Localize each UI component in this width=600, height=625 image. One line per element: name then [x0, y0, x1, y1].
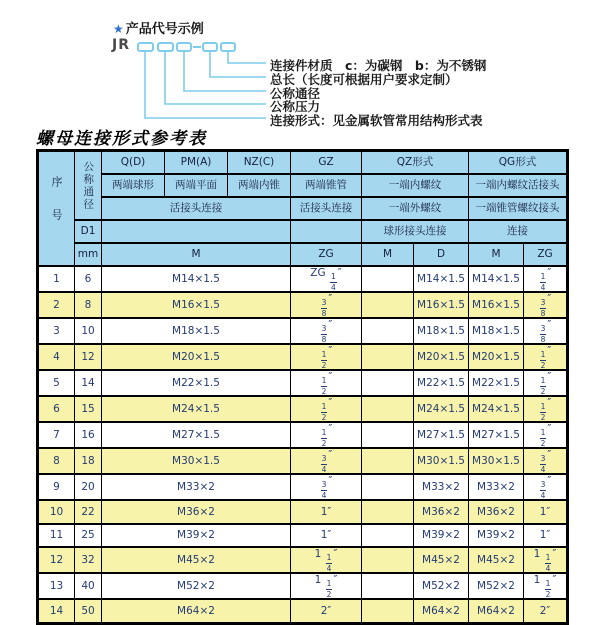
cell-m: M64×2	[102, 599, 291, 623]
col-header-qd: Q(D)	[102, 151, 165, 175]
cell-seq: 2	[38, 292, 75, 318]
cell-qz-m	[362, 500, 414, 524]
cell-m: M33×2	[102, 474, 291, 500]
col-header-qg: QG形式	[469, 151, 568, 175]
table-row	[38, 396, 568, 422]
cell-qz-m	[362, 524, 414, 548]
cell-gz: 1″	[291, 524, 362, 548]
cell-seq: 9	[38, 474, 75, 500]
cell-qz-m	[362, 266, 414, 292]
cell-mm: 14	[75, 370, 102, 396]
cell-qz-m	[362, 573, 414, 599]
fraction: $\frac{1}{2}$	[540, 402, 546, 422]
cell-seq: 12	[38, 547, 75, 573]
header-d1: D1	[75, 220, 102, 243]
cell-qg-m: M24×1.5	[469, 396, 524, 422]
cell-qg-m: M33×2	[469, 474, 524, 500]
code-box	[221, 43, 235, 51]
cell-qz-m	[362, 599, 414, 623]
cell-mm: 50	[75, 599, 102, 623]
table-row	[38, 524, 568, 548]
diagram-heading	[113, 18, 204, 37]
cell-seq: 14	[38, 599, 75, 623]
cell-qz-d: M64×2	[414, 599, 469, 623]
cell-mm: 10	[75, 318, 102, 344]
fraction: $\frac{1}{2}$	[321, 402, 327, 422]
cell-mm: 18	[75, 448, 102, 474]
header-nzc-ends: 两端内锥	[228, 174, 291, 197]
table-row	[38, 292, 568, 318]
cell-gz: $\frac{1}{2}$ ″	[291, 396, 362, 422]
cell-qz-d: M16×1.5	[414, 292, 469, 318]
connector-line	[228, 51, 266, 63]
cell-m: M24×1.5	[102, 396, 291, 422]
fraction: $\frac{3}{8}$	[321, 298, 327, 318]
cell-m: M16×1.5	[102, 292, 291, 318]
cell-seq: 10	[38, 500, 75, 524]
header-qz-other-end: 一端外螺纹	[362, 197, 469, 220]
fraction: $\frac{1}{2}$	[540, 376, 546, 396]
cell-qz-d: M30×1.5	[414, 448, 469, 474]
header-qz-ball-conn: 球形接头连接	[362, 220, 469, 243]
header-row-end-style	[38, 174, 568, 197]
cell-qg-m: M36×2	[469, 500, 524, 524]
header-qg-zg: ZG	[524, 243, 568, 266]
cell-qg-m: M16×1.5	[469, 292, 524, 318]
diagram-label-material: 连接件材质 c：为碳钢 b：为不锈钢	[270, 58, 487, 73]
product-code-prefix: JR	[112, 37, 130, 53]
cell-qg-m: M20×1.5	[469, 344, 524, 370]
header-union-conn: 活接头连接	[102, 197, 291, 220]
table-row	[38, 448, 568, 474]
col-header-seq: 序号	[38, 151, 75, 267]
cell-qg-zg: 1″	[524, 500, 568, 524]
cell-qz-d: M24×1.5	[414, 396, 469, 422]
cell-m: M39×2	[102, 524, 291, 548]
fraction: $\frac{3}{4}$	[321, 454, 327, 474]
diagram-label-diameter: 公称通径	[270, 86, 321, 101]
table-row	[38, 370, 568, 396]
code-box	[203, 43, 217, 51]
cell-gz: 2″	[291, 599, 362, 623]
col-header-pma: PM(A)	[165, 151, 228, 175]
cell-qg-m: M27×1.5	[469, 422, 524, 448]
cell-gz: 1 $\frac{1}{2}$ ″	[291, 573, 362, 599]
header-row-d1	[38, 220, 568, 243]
cell-qg-zg: 2″	[524, 599, 568, 623]
cell-mm: 20	[75, 474, 102, 500]
cell-qz-m	[362, 396, 414, 422]
cell-seq: 5	[38, 370, 75, 396]
cell-seq: 6	[38, 396, 75, 422]
cell-qz-d: M36×2	[414, 500, 469, 524]
cell-m: M22×1.5	[102, 370, 291, 396]
table-row	[38, 266, 568, 292]
cell-qg-zg: $\frac{1}{2}$ ″	[524, 422, 568, 448]
cell-qg-zg: $\frac{3}{4}$ ″	[524, 474, 568, 500]
cell-qg-zg: $\frac{3}{4}$ ″	[524, 448, 568, 474]
cell-qg-m: M45×2	[469, 547, 524, 573]
table-title: 螺母连接形式参考表	[36, 129, 207, 149]
cell-qg-zg: $\frac{1}{4}$ ″	[524, 266, 568, 292]
cell-qz-d: M52×2	[414, 573, 469, 599]
cell-m: M45×2	[102, 547, 291, 573]
table-row	[38, 318, 568, 344]
cell-m: M52×2	[102, 573, 291, 599]
diagram-label-pressure: 公称压力	[270, 99, 321, 114]
connector-line	[184, 51, 266, 91]
cell-seq: 8	[38, 448, 75, 474]
fraction: $\frac{1}{2}$	[321, 376, 327, 396]
cell-gz: 1 $\frac{1}{4}$ ″	[291, 547, 362, 573]
cell-qz-d: M27×1.5	[414, 422, 469, 448]
cell-qz-d: M22×1.5	[414, 370, 469, 396]
fraction: $\frac{3}{4}$	[321, 480, 327, 500]
cell-gz: $\frac{3}{4}$ ″	[291, 448, 362, 474]
col-header-dn: 公称通径	[75, 151, 102, 221]
cell-gz: ZG $\frac{1}{4}$ ″	[291, 266, 362, 292]
header-qg-m: M	[469, 243, 524, 266]
cell-qz-m	[362, 547, 414, 573]
table-row	[38, 547, 568, 573]
cell-qg-zg: 1″	[524, 524, 568, 548]
connector-line	[145, 51, 266, 118]
col-header-qz: QZ形式	[362, 151, 469, 175]
table-row	[38, 474, 568, 500]
header-gz-conn: 活接头连接	[291, 197, 362, 220]
cell-gz: 1″	[291, 500, 362, 524]
header-gz-ends: 两端锥管	[291, 174, 362, 197]
fraction: $\frac{3}{4}$	[540, 480, 546, 500]
cell-qg-m: M30×1.5	[469, 448, 524, 474]
table-row	[38, 573, 568, 599]
header-blank-1	[102, 220, 291, 243]
cell-qz-m	[362, 370, 414, 396]
table-row	[38, 344, 568, 370]
table-body	[38, 266, 568, 623]
nut-connection-table	[36, 149, 569, 625]
cell-qz-m	[362, 474, 414, 500]
cell-qg-zg: $\frac{3}{8}$ ″	[524, 318, 568, 344]
cell-qz-m	[362, 292, 414, 318]
header-qz-m: M	[362, 243, 414, 266]
fraction: $\frac{3}{8}$	[540, 298, 546, 318]
header-qg-conn: 连接	[469, 220, 568, 243]
cell-m: M20×1.5	[102, 344, 291, 370]
header-m-thread: M	[102, 243, 291, 266]
cell-qg-zg: 1 $\frac{1}{2}$ ″	[524, 573, 568, 599]
header-qg-ends: 一端内螺纹活接头	[469, 174, 568, 197]
cell-seq: 7	[38, 422, 75, 448]
cell-seq: 1	[38, 266, 75, 292]
cell-gz: $\frac{3}{8}$ ″	[291, 292, 362, 318]
cell-gz: $\frac{3}{4}$ ″	[291, 474, 362, 500]
cell-qg-zg: $\frac{1}{2}$ ″	[524, 370, 568, 396]
cell-qz-m	[362, 344, 414, 370]
fraction: $\frac{1}{2}$	[540, 350, 546, 370]
header-mm: mm	[75, 243, 102, 266]
cell-qz-d: M18×1.5	[414, 318, 469, 344]
cell-qz-d: M39×2	[414, 524, 469, 548]
fraction: $\frac{3}{8}$	[540, 324, 546, 344]
cell-qg-m: M18×1.5	[469, 318, 524, 344]
cell-mm: 12	[75, 344, 102, 370]
cell-qg-m: M52×2	[469, 573, 524, 599]
cell-seq: 3	[38, 318, 75, 344]
cell-m: M30×1.5	[102, 448, 291, 474]
cell-qg-zg: $\frac{1}{2}$ ″	[524, 344, 568, 370]
cell-gz: $\frac{1}{2}$ ″	[291, 422, 362, 448]
cell-mm: 8	[75, 292, 102, 318]
cell-gz: $\frac{3}{8}$ ″	[291, 318, 362, 344]
cell-qz-m	[362, 448, 414, 474]
cell-qg-m: M22×1.5	[469, 370, 524, 396]
fraction: $\frac{1}{2}$	[321, 428, 327, 448]
cell-seq: 4	[38, 344, 75, 370]
cell-qg-m: M39×2	[469, 524, 524, 548]
cell-qg-zg: 1 $\frac{1}{4}$ ″	[524, 547, 568, 573]
cell-mm: 40	[75, 573, 102, 599]
cell-m: M14×1.5	[102, 266, 291, 292]
fraction: $\frac{1}{2}$	[326, 579, 332, 599]
diagram-heading-text: 产品代号示例	[125, 22, 204, 37]
cell-qg-m: M64×2	[469, 599, 524, 623]
table-row	[38, 599, 568, 623]
fraction: $\frac{3}{4}$	[540, 454, 546, 474]
cell-qz-d: M14×1.5	[414, 266, 469, 292]
col-header-nzc: NZ(C)	[228, 151, 291, 175]
col-header-gz: GZ	[291, 151, 362, 175]
header-qg-other-end: 一端锥管螺纹接头	[469, 197, 568, 220]
code-box	[138, 43, 153, 51]
header-row-connection	[38, 197, 568, 220]
fraction: $\frac{1}{4}$	[540, 272, 546, 292]
cell-qz-m	[362, 318, 414, 344]
fraction: $\frac{1}{2}$	[540, 428, 546, 448]
diagram-label-length: 总长（长度可根据用户要求定制）	[270, 72, 458, 87]
cell-mm: 25	[75, 524, 102, 548]
fraction: $\frac{3}{8}$	[321, 324, 327, 344]
cell-mm: 16	[75, 422, 102, 448]
star-icon: ★	[113, 22, 124, 36]
fraction: $\frac{1}{2}$	[321, 350, 327, 370]
header-pma-ends: 两端平面	[165, 174, 228, 197]
cell-m: M36×2	[102, 500, 291, 524]
diagram-label-connection: 连接形式：见金属软管常用结构形式表	[270, 113, 483, 128]
cell-qg-zg: $\frac{3}{8}$ ″	[524, 292, 568, 318]
code-box	[158, 43, 173, 51]
table-row	[38, 500, 568, 524]
header-row-units	[38, 243, 568, 266]
cell-qz-d: M45×2	[414, 547, 469, 573]
cell-mm: 32	[75, 547, 102, 573]
cell-seq: 11	[38, 524, 75, 548]
header-qz-ends: 一端内螺纹	[362, 174, 469, 197]
cell-mm: 15	[75, 396, 102, 422]
table-row	[38, 422, 568, 448]
cell-qg-m: M14×1.5	[469, 266, 524, 292]
cell-gz: $\frac{1}{2}$ ″	[291, 344, 362, 370]
cell-mm: 6	[75, 266, 102, 292]
header-qz-d: D	[414, 243, 469, 266]
fraction: $\frac{1}{4}$	[326, 553, 332, 573]
cell-gz: $\frac{1}{2}$ ″	[291, 370, 362, 396]
cell-m: M18×1.5	[102, 318, 291, 344]
fraction: $\frac{1}{4}$	[330, 272, 336, 292]
cell-seq: 13	[38, 573, 75, 599]
cell-mm: 22	[75, 500, 102, 524]
code-box	[177, 43, 191, 51]
cell-qz-d: M33×2	[414, 474, 469, 500]
header-blank-2	[291, 220, 362, 243]
cell-qz-m	[362, 422, 414, 448]
header-qd-ends: 两端球形	[102, 174, 165, 197]
cell-qg-zg: $\frac{1}{2}$ ″	[524, 396, 568, 422]
connector-line	[210, 51, 266, 77]
header-row-groups	[38, 151, 568, 175]
fraction: $\frac{1}{2}$	[545, 579, 551, 599]
header-gz-zg: ZG	[291, 243, 362, 266]
cell-qz-d: M20×1.5	[414, 344, 469, 370]
cell-m: M27×1.5	[102, 422, 291, 448]
fraction: $\frac{1}{4}$	[545, 553, 551, 573]
